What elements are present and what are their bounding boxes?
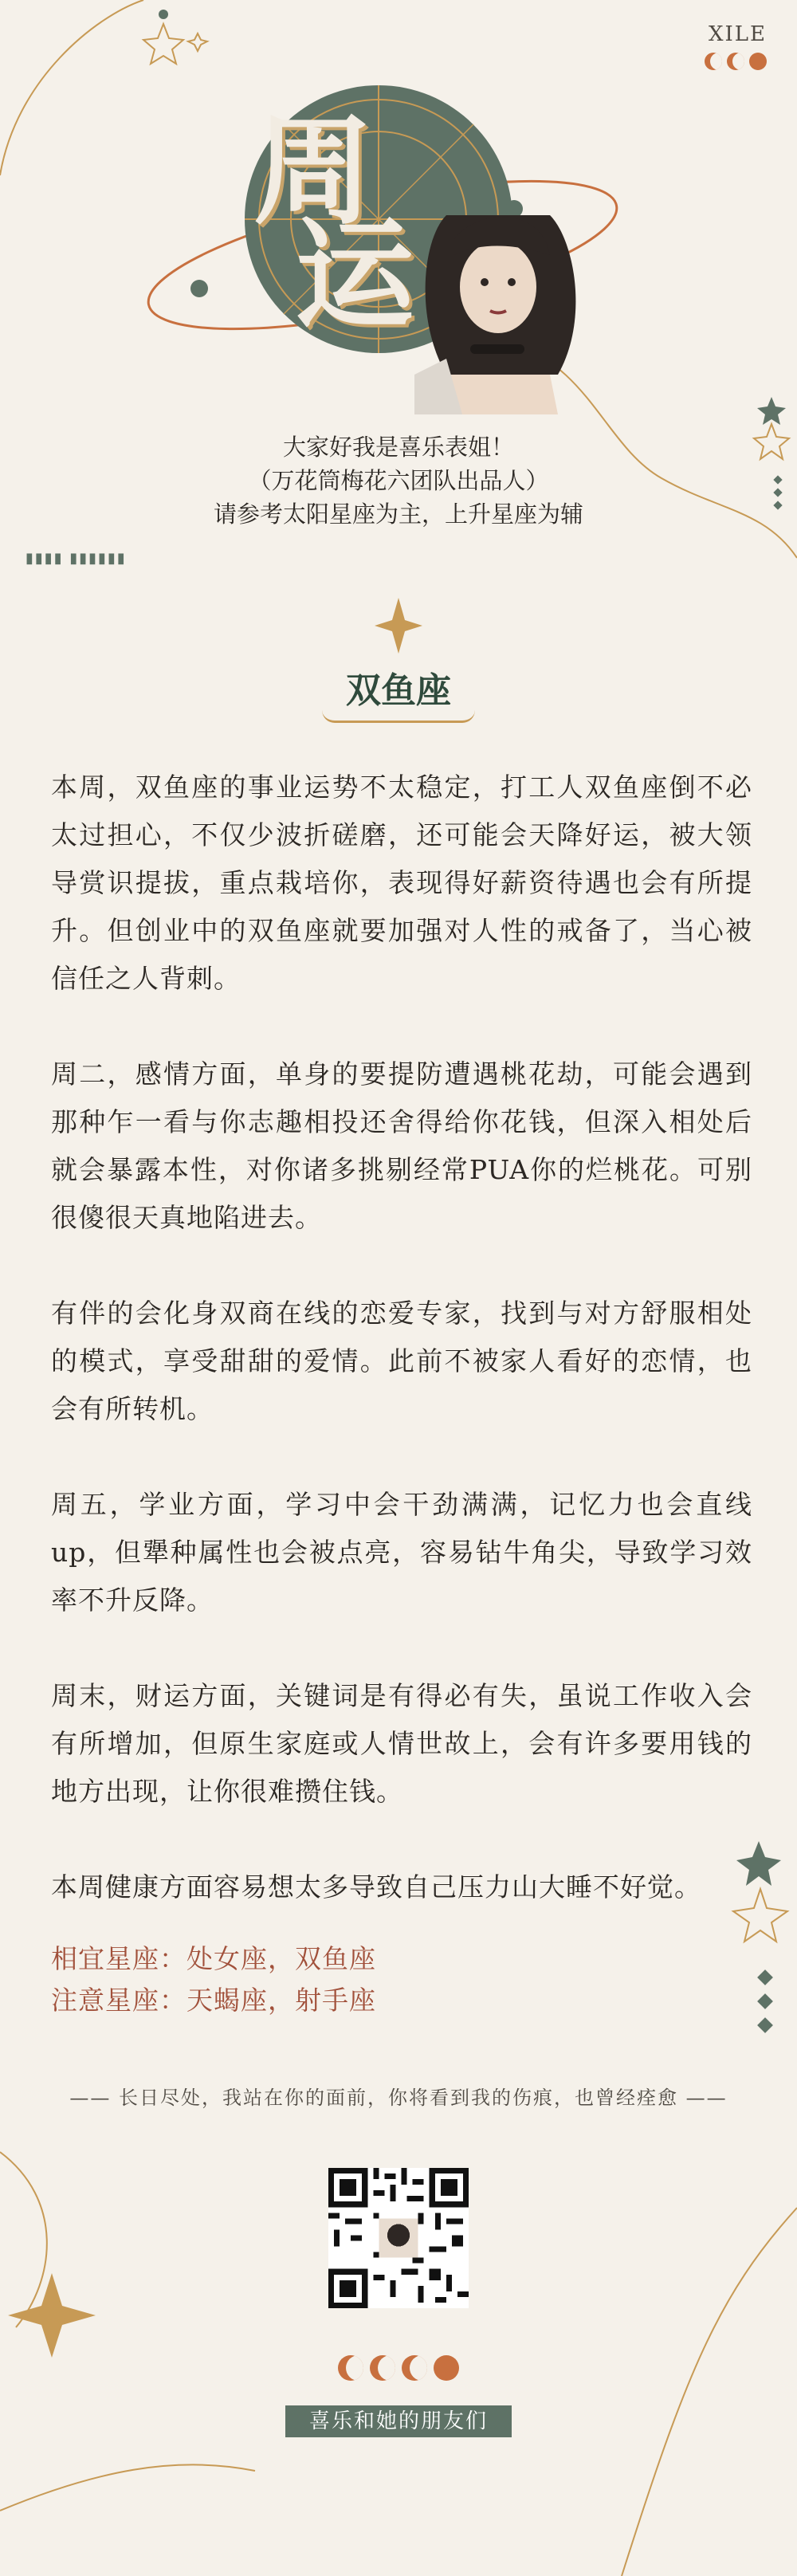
hero-char-1: 周: [253, 101, 374, 242]
paragraph: 周五，学业方面，学习中会干劲满满，记忆力也会直线up，但犟种属性也会被点亮，容易钻牛角尖，导致学习效率不升反降。: [51, 1489, 752, 1616]
paragraph: 本周，双鱼座的事业运势不太稳定，打工人双鱼座倒不必太过担心，不仅少波折磋磨，还可能会天降好运，被大领导赏识提拔，重点栽培你，表现得好薪资待遇也会有所提升。但创业中的双鱼座就要加强对人性的戒备了，当心被信任之人背刺。: [51, 772, 752, 994]
quote-line: —— 长日尽处，我站在你的面前，你将看到我的伤痕，也曾经痊愈 ——: [69, 2087, 728, 2109]
intro-line-2: （万花筒梅花六团队出品人）: [248, 467, 549, 494]
paragraph: 周二，感情方面，单身的要提防遭遇桃花劫，可能会遇到那种乍一看与你志趣相投还舍得给你花钱，但深入相处后就会暴露本性，对你诸多挑剔经常PUA你的烂桃花。可别很傻很天真地陷进去。: [51, 1058, 752, 1233]
paragraph: 本周健康方面容易想太多导致自己压力山大睡不好觉。: [51, 1871, 701, 1903]
intro-line-3: 请参考太阳星座为主，上升星座为辅: [213, 501, 583, 528]
qr-code[interactable]: [328, 2168, 469, 2308]
article-body: [51, 764, 752, 2021]
lucky-signs: 相宜星座：处女座，双鱼座: [51, 1943, 376, 1974]
crescent-moon-icon: [705, 53, 722, 70]
paragraph: 周末，财运方面，关键词是有得必有失，虽说工作收入会有所增加，但原生家庭或人情世故上，会有许多要用钱的地方出现，让你很难攒住钱。: [51, 1680, 752, 1807]
quote-text: 长日尽处，我站在你的面前，你将看到我的伤痕，也曾经痊愈: [119, 2087, 678, 2109]
full-moon-icon: [749, 53, 767, 70]
footer-moon-icons: [0, 2355, 797, 2381]
crescent-moon-icon: [370, 2355, 395, 2381]
girl-portrait: [414, 215, 575, 414]
brand-logo: XILE: [708, 22, 767, 46]
title-text: 双鱼座: [322, 658, 475, 723]
intro-text: [0, 430, 797, 531]
crescent-moon-icon: [727, 53, 744, 70]
sparkle-icon: [375, 598, 422, 654]
footer-signature: 喜乐和她的朋友们: [285, 2405, 512, 2437]
moon-phase-icons: [705, 53, 767, 70]
paragraph: 有伴的会化身双商在线的恋爱专家，找到与对方舒服相处的模式，享受甜甜的爱情。此前不被家人看好的恋情，也会有所转机。: [51, 1298, 752, 1424]
full-moon-icon: [434, 2355, 459, 2381]
caution-signs: 注意星座：天蝎座，射手座: [51, 1985, 376, 2016]
intro-line-1: 大家好我是喜乐表姐！: [282, 434, 514, 461]
page-title: [0, 658, 797, 723]
hero-char-2: 运: [295, 205, 415, 345]
crescent-moon-icon: [338, 2355, 363, 2381]
stripes-decoration: ▮▮▮▮ ▮▮▮▮▮▮: [26, 550, 127, 567]
crescent-moon-icon: [402, 2355, 427, 2381]
